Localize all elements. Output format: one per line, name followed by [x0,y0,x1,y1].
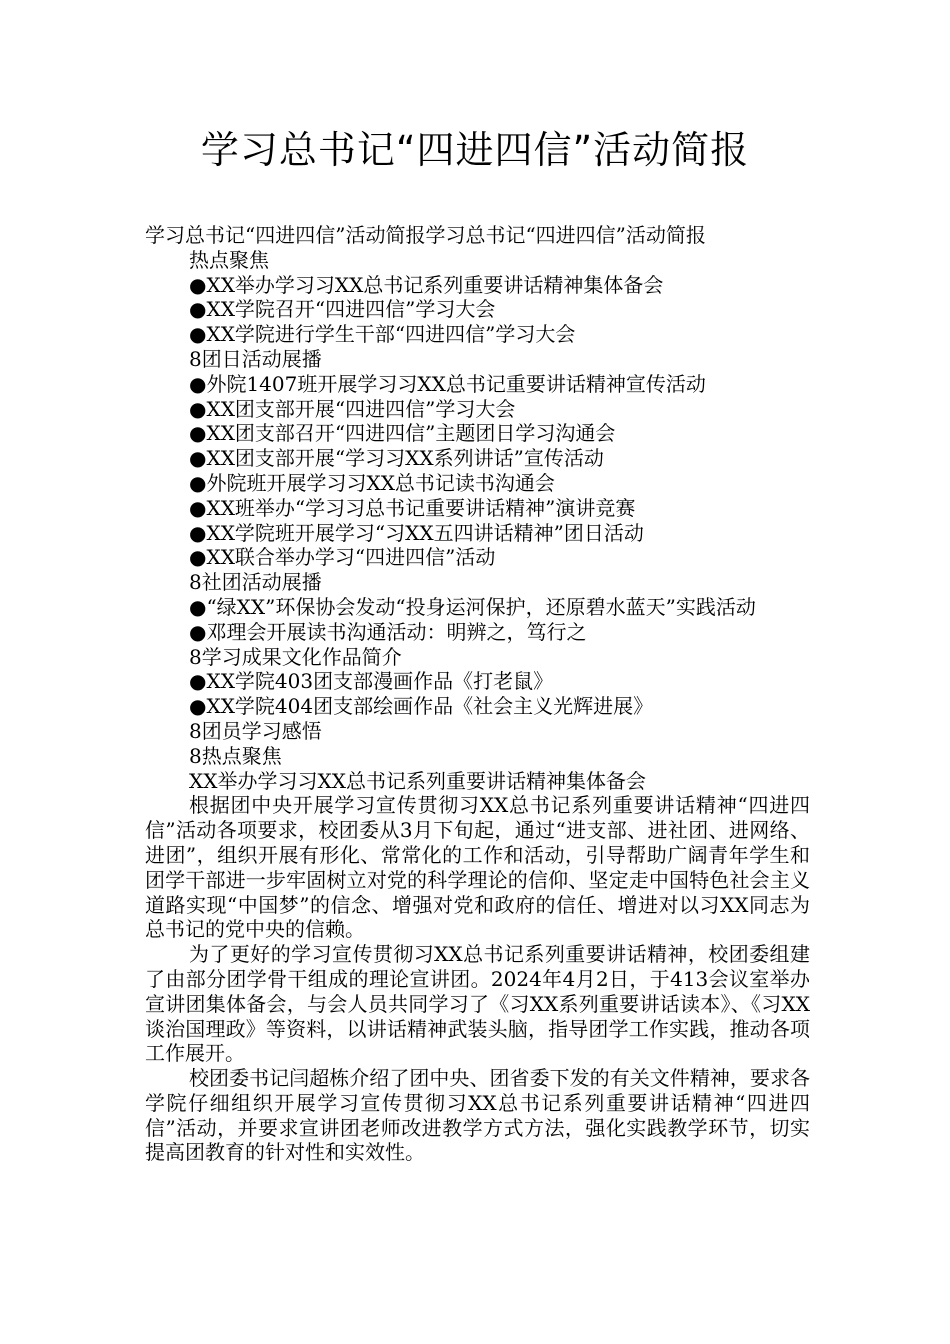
lead-paragraph: 学习总书记“四进四信”活动简报学习总书记“四进四信”活动简报 [145,223,706,247]
article-title: XX举办学习习XX总书记系列重要讲话精神集体备会 [189,768,646,793]
article-paragraph: 为了更好的学习宣传贯彻习XX总书记系列重要讲话精神，校团委组建了由部分团学骨干组成的理论宣讲团。2024年4月2日，于413会议室举办宣讲团集体备会，与会人员共同学习了《习XX系列重要讲话读本》、《习XX谈治国理政》等资料，以讲话精神武装头脑，指导团学工作实践，推动各项工作展开。 [145,942,810,1066]
list-item: ●邓理会开展读书沟通活动：明辨之，笃行之 [189,619,587,644]
list-item: ●XX学院召开“四进四信”学习大会 [189,297,496,322]
section-heading-shetuan: 8社团活动展播 [189,570,322,595]
list-item: ●XX学院403团支部漫画作品《打老鼠》 [189,669,554,694]
list-item: ●“绿XX”环保协会发动“投身运河保护，还原碧水蓝天”实践活动 [189,594,756,619]
list-item: ●外院班开展学习习XX总书记读书沟通会 [189,470,555,495]
list-item: ●XX班举办“学习习总书记重要讲话精神”演讲竞赛 [189,495,636,520]
article-paragraph: 根据团中央开展学习宣传贯彻习XX总书记系列重要讲话精神“四进四信”活动各项要求，校团委从3月下旬起，通过“进支部、进社团、进网络、进团”，组织开展有形化、常常化的工作和活动，引导帮助广阔青年学生和团学干部进一步牢固树立对党的科学理论的信仰、坚定走中国特色社会主义道路实现“中国梦”的信念、增强对党和政府的信任、增进对以习XX同志为总书记的党中央的信赖。 [145,793,810,942]
list-item: ●XX团支部召开“四进四信”主题团日学习沟通会 [189,421,616,446]
list-item: ●XX学院进行学生干部“四进四信”学习大会 [189,322,576,347]
section-heading-chengguo: 8学习成果文化作品简介 [189,644,402,669]
section-heading-hot: 热点聚焦 [189,247,269,272]
section-heading-hot2: 8热点聚焦 [189,743,282,768]
list-item: ●XX举办学习习XX总书记系列重要讲话精神集体备会 [189,272,664,297]
document-body [145,223,810,1165]
article-paragraph: 校团委书记闫超栋介绍了团中央、团省委下发的有关文件精神，要求各学院仔细组织开展学习宣传贯彻习XX总书记系列重要讲话精神“四进四信”活动，并要求宣讲团老师改进教学方式方法，强化实践教学环节，切实提高团教育的针对性和实效性。 [145,1066,810,1165]
list-item: ●XX团支部开展“学习习XX系列讲话”宣传活动 [189,446,604,471]
section-heading-tuanri: 8团日活动展播 [189,346,322,371]
list-item: ●XX联合举办学习“四进四信”活动 [189,545,496,570]
document-title: 学习总书记“四进四信”活动简报 [200,128,750,172]
list-item: ●XX团支部开展“四进四信”学习大会 [189,396,516,421]
list-item: ●XX学院班开展学习“习XX五四讲话精神”团日活动 [189,520,644,545]
list-item: ●外院1407班开展学习习XX总书记重要讲话精神宣传活动 [189,371,706,396]
list-item: ●XX学院404团支部绘画作品《社会主义光辉进展》 [189,694,654,719]
section-heading-ganwu: 8团员学习感悟 [189,718,322,743]
